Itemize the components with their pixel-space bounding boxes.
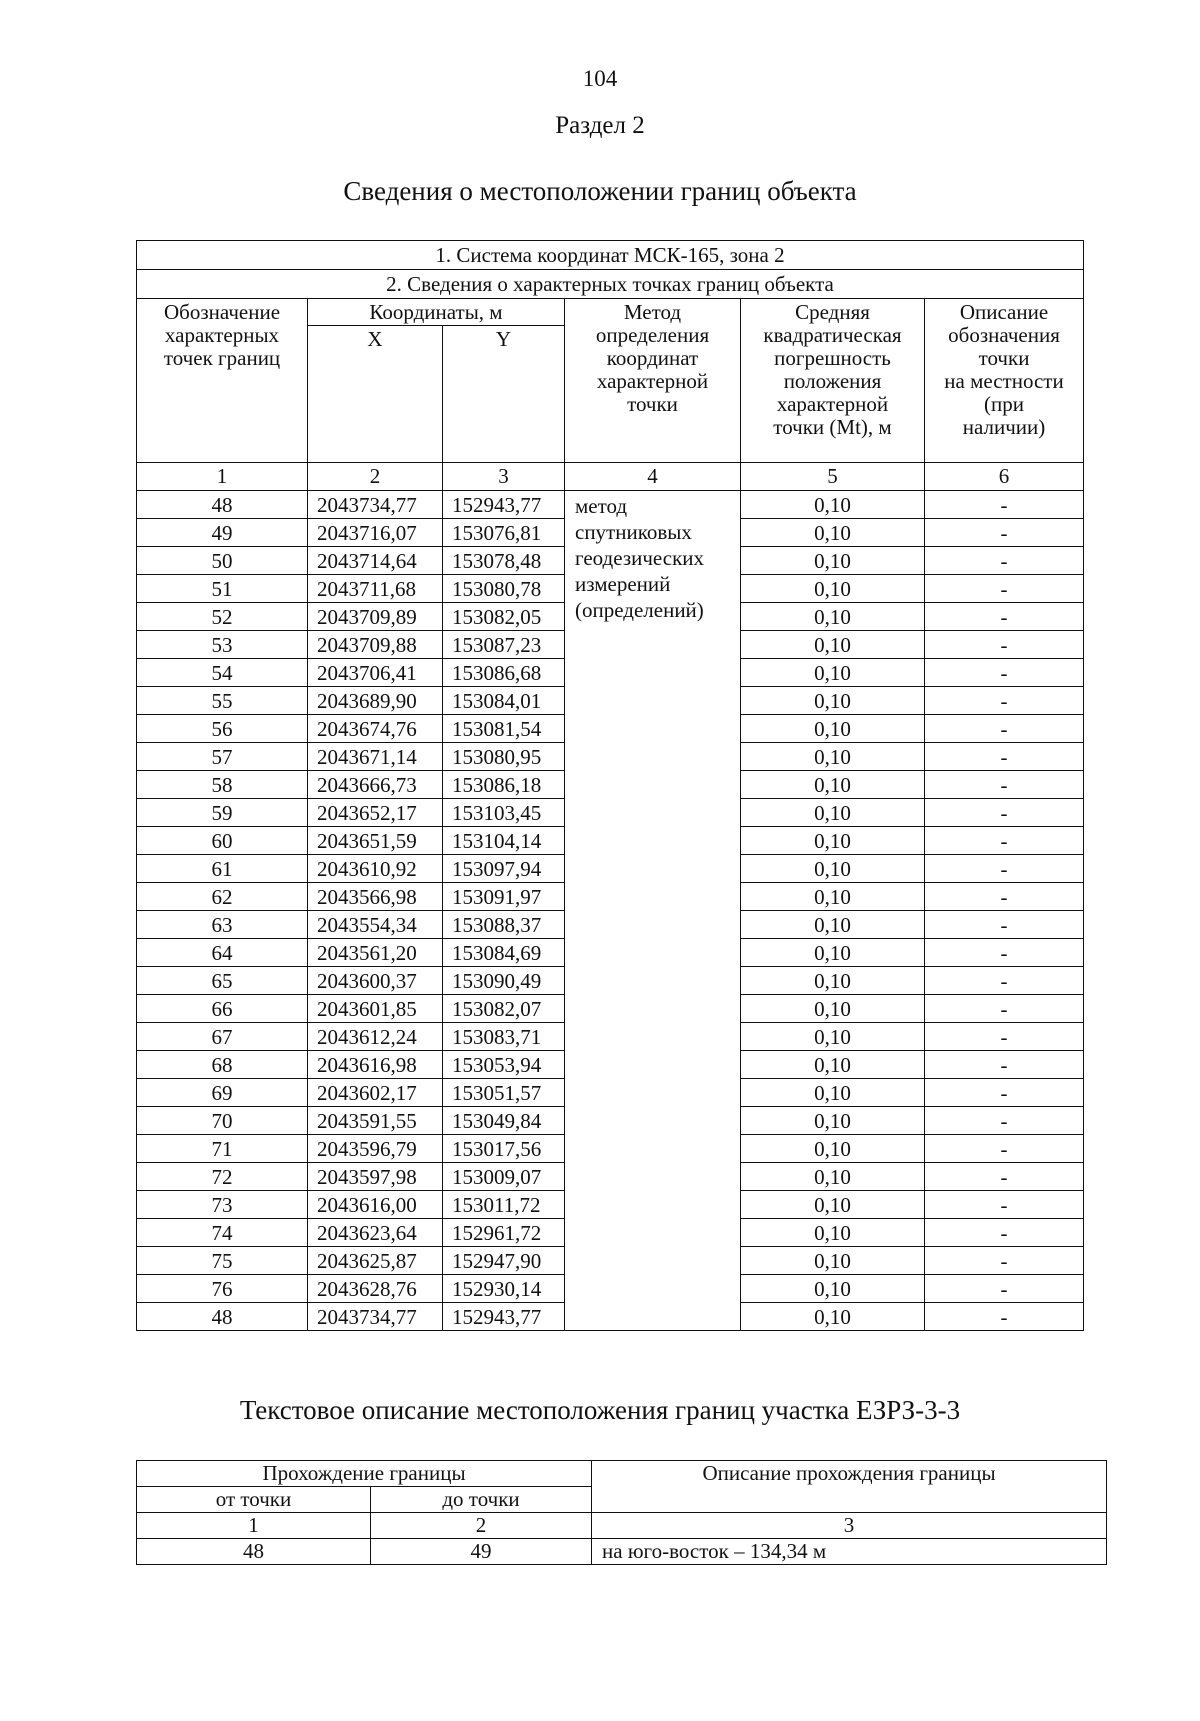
mean-square-error: 0,10 (741, 1219, 925, 1247)
point-description: - (925, 659, 1084, 687)
point-description: - (925, 1191, 1084, 1219)
header-passage: Прохождение границы (137, 1461, 592, 1487)
coordinate-x: 2043596,79 (308, 1135, 443, 1163)
coordinate-x: 2043554,34 (308, 911, 443, 939)
from-point: 48 (137, 1539, 371, 1565)
point-description: - (925, 855, 1084, 883)
points-info-row: 2. Сведения о характерных точках границ объекта (137, 270, 1084, 299)
point-description: - (925, 575, 1084, 603)
coordinate-x: 2043706,41 (308, 659, 443, 687)
mean-square-error: 0,10 (741, 1275, 925, 1303)
mean-square-error: 0,10 (741, 659, 925, 687)
coordinate-y: 153097,94 (443, 855, 565, 883)
point-description: - (925, 799, 1084, 827)
column-number: 6 (925, 463, 1084, 491)
mean-square-error: 0,10 (741, 771, 925, 799)
point-description: - (925, 687, 1084, 715)
coordinate-x: 2043566,98 (308, 883, 443, 911)
coordinate-y: 153091,97 (443, 883, 565, 911)
coordinate-x: 2043689,90 (308, 687, 443, 715)
point-number: 50 (137, 547, 308, 575)
boundary-description-table (136, 1460, 1107, 1565)
point-description: - (925, 1107, 1084, 1135)
mean-square-error: 0,10 (741, 547, 925, 575)
column-numbers-row (137, 463, 1084, 491)
point-number: 70 (137, 1107, 308, 1135)
point-number: 57 (137, 743, 308, 771)
coordinate-y: 153078,48 (443, 547, 565, 575)
header-x: X (308, 326, 443, 463)
mean-square-error: 0,10 (741, 855, 925, 883)
coordinate-x: 2043709,89 (308, 603, 443, 631)
coordinate-y: 152943,77 (443, 491, 565, 519)
column-number: 5 (741, 463, 925, 491)
coordinate-y: 153009,07 (443, 1163, 565, 1191)
coordinate-x: 2043616,00 (308, 1191, 443, 1219)
column-number: 4 (565, 463, 741, 491)
page-number: 104 (582, 66, 618, 91)
coordinate-y: 152930,14 (443, 1275, 565, 1303)
coordinate-x: 2043625,87 (308, 1247, 443, 1275)
coordinate-y: 153017,56 (443, 1135, 565, 1163)
mean-square-error: 0,10 (741, 1135, 925, 1163)
coordinate-y: 153088,37 (443, 911, 565, 939)
point-description: - (925, 1219, 1084, 1247)
point-description: - (925, 1051, 1084, 1079)
point-number: 56 (137, 715, 308, 743)
text-description-title: Текстовое описание местоположения границ участка ЕЗРЗ-3-3 (239, 1395, 961, 1425)
mean-square-error: 0,10 (741, 995, 925, 1023)
coordinate-x: 2043601,85 (308, 995, 443, 1023)
table-row (137, 1539, 1107, 1565)
point-description: - (925, 631, 1084, 659)
point-number: 54 (137, 659, 308, 687)
document-title: Сведения о местоположении границ объекта (343, 176, 857, 206)
header-coordinates: Координаты, м (308, 299, 565, 326)
header-from-point: от точки (137, 1487, 371, 1513)
point-number: 75 (137, 1247, 308, 1275)
boundary-points-table (136, 240, 1084, 1331)
column-number: 3 (443, 463, 565, 491)
mean-square-error: 0,10 (741, 1163, 925, 1191)
point-number: 58 (137, 771, 308, 799)
coordinate-x: 2043612,24 (308, 1023, 443, 1051)
coordinate-y: 152961,72 (443, 1219, 565, 1247)
mean-square-error: 0,10 (741, 1023, 925, 1051)
mean-square-error: 0,10 (741, 1191, 925, 1219)
column-number: 1 (137, 1513, 371, 1539)
point-description: - (925, 603, 1084, 631)
table-row (137, 491, 1084, 519)
coordinate-x: 2043561,20 (308, 939, 443, 967)
coordinate-x: 2043674,76 (308, 715, 443, 743)
point-number: 74 (137, 1219, 308, 1247)
point-number: 67 (137, 1023, 308, 1051)
coordinate-y: 153103,45 (443, 799, 565, 827)
mean-square-error: 0,10 (741, 743, 925, 771)
point-description: - (925, 1163, 1084, 1191)
mean-square-error: 0,10 (741, 575, 925, 603)
coordinate-y: 153049,84 (443, 1107, 565, 1135)
header-method: Метод определения координат характерной точки (565, 299, 741, 463)
coordinate-y: 153090,49 (443, 967, 565, 995)
coordinate-x: 2043651,59 (308, 827, 443, 855)
point-number: 53 (137, 631, 308, 659)
header-to-point: до точки (371, 1487, 592, 1513)
coordinate-y: 153082,05 (443, 603, 565, 631)
point-number: 61 (137, 855, 308, 883)
coordinate-y: 153053,94 (443, 1051, 565, 1079)
point-number: 60 (137, 827, 308, 855)
coordinate-y: 153051,57 (443, 1079, 565, 1107)
coordinate-y: 153080,95 (443, 743, 565, 771)
coordinate-y: 153080,78 (443, 575, 565, 603)
coordinate-x: 2043709,88 (308, 631, 443, 659)
mean-square-error: 0,10 (741, 1079, 925, 1107)
coordinate-x: 2043652,17 (308, 799, 443, 827)
coordinate-x: 2043734,77 (308, 491, 443, 519)
coordinate-y: 153084,01 (443, 687, 565, 715)
point-description: - (925, 715, 1084, 743)
header-error: Средняя квадратическая погрешность положения характерной точки (Mt), м (741, 299, 925, 463)
point-description: - (925, 519, 1084, 547)
point-description: - (925, 1023, 1084, 1051)
mean-square-error: 0,10 (741, 1247, 925, 1275)
coordinate-y: 153086,68 (443, 659, 565, 687)
mean-square-error: 0,10 (741, 1303, 925, 1331)
point-description: - (925, 967, 1084, 995)
coordinate-system-row: 1. Система координат МСК-165, зона 2 (137, 241, 1084, 270)
coordinate-x: 2043714,64 (308, 547, 443, 575)
coordinate-x: 2043600,37 (308, 967, 443, 995)
coordinate-y: 153082,07 (443, 995, 565, 1023)
point-description: - (925, 883, 1084, 911)
coordinate-x: 2043628,76 (308, 1275, 443, 1303)
coordinate-x: 2043597,98 (308, 1163, 443, 1191)
point-description: - (925, 939, 1084, 967)
mean-square-error: 0,10 (741, 603, 925, 631)
point-number: 49 (137, 519, 308, 547)
column-number: 2 (371, 1513, 592, 1539)
point-description: - (925, 1135, 1084, 1163)
coordinate-y: 153081,54 (443, 715, 565, 743)
point-description: - (925, 1275, 1084, 1303)
mean-square-error: 0,10 (741, 939, 925, 967)
coordinate-x: 2043711,68 (308, 575, 443, 603)
coordinate-x: 2043734,77 (308, 1303, 443, 1331)
mean-square-error: 0,10 (741, 799, 925, 827)
point-number: 68 (137, 1051, 308, 1079)
header-description: Описание обозначения точки на местности (при наличии) (925, 299, 1084, 463)
coordinate-x: 2043602,17 (308, 1079, 443, 1107)
passage-description: на юго-восток – 134,34 м (592, 1539, 1107, 1565)
mean-square-error: 0,10 (741, 687, 925, 715)
coordinate-y: 153011,72 (443, 1191, 565, 1219)
column-number: 3 (592, 1513, 1107, 1539)
coordinate-y: 153083,71 (443, 1023, 565, 1051)
mean-square-error: 0,10 (741, 827, 925, 855)
point-number: 65 (137, 967, 308, 995)
coordinate-x: 2043610,92 (308, 855, 443, 883)
point-description: - (925, 547, 1084, 575)
mean-square-error: 0,10 (741, 911, 925, 939)
coordinate-y: 153084,69 (443, 939, 565, 967)
method-cell: метод спутниковых геодезических измерений (определений) (565, 491, 741, 1331)
point-number: 71 (137, 1135, 308, 1163)
mean-square-error: 0,10 (741, 967, 925, 995)
desc-column-numbers-row (137, 1513, 1107, 1539)
section-title: Раздел 2 (555, 112, 645, 139)
point-number: 51 (137, 575, 308, 603)
mean-square-error: 0,10 (741, 715, 925, 743)
point-description: - (925, 491, 1084, 519)
coordinate-x: 2043623,64 (308, 1219, 443, 1247)
point-number: 73 (137, 1191, 308, 1219)
coordinate-y: 153086,18 (443, 771, 565, 799)
point-number: 72 (137, 1163, 308, 1191)
to-point: 49 (371, 1539, 592, 1565)
point-description: - (925, 827, 1084, 855)
point-description: - (925, 771, 1084, 799)
coordinate-x: 2043666,73 (308, 771, 443, 799)
coordinate-y: 152947,90 (443, 1247, 565, 1275)
point-number: 48 (137, 491, 308, 519)
coordinate-x: 2043591,55 (308, 1107, 443, 1135)
point-number: 64 (137, 939, 308, 967)
coordinate-y: 152943,77 (443, 1303, 565, 1331)
coordinate-y: 153076,81 (443, 519, 565, 547)
mean-square-error: 0,10 (741, 491, 925, 519)
mean-square-error: 0,10 (741, 519, 925, 547)
point-number: 76 (137, 1275, 308, 1303)
point-number: 63 (137, 911, 308, 939)
desc-body (137, 1539, 1107, 1565)
point-number: 59 (137, 799, 308, 827)
point-description: - (925, 995, 1084, 1023)
coordinate-x: 2043716,07 (308, 519, 443, 547)
points-body (137, 491, 1084, 1331)
point-number: 66 (137, 995, 308, 1023)
point-description: - (925, 911, 1084, 939)
point-description: - (925, 1247, 1084, 1275)
column-number: 1 (137, 463, 308, 491)
column-number: 2 (308, 463, 443, 491)
mean-square-error: 0,10 (741, 1107, 925, 1135)
point-number: 62 (137, 883, 308, 911)
mean-square-error: 0,10 (741, 631, 925, 659)
header-designation: Обозначение характерных точек границ (137, 299, 308, 463)
point-description: - (925, 743, 1084, 771)
point-number: 48 (137, 1303, 308, 1331)
coordinate-x: 2043671,14 (308, 743, 443, 771)
coordinate-y: 153087,23 (443, 631, 565, 659)
coordinate-y: 153104,14 (443, 827, 565, 855)
point-description: - (925, 1079, 1084, 1107)
mean-square-error: 0,10 (741, 1051, 925, 1079)
header-passage-description: Описание прохождения границы (592, 1461, 1107, 1513)
mean-square-error: 0,10 (741, 883, 925, 911)
point-number: 52 (137, 603, 308, 631)
point-number: 69 (137, 1079, 308, 1107)
coordinate-x: 2043616,98 (308, 1051, 443, 1079)
header-y: Y (443, 326, 565, 463)
point-number: 55 (137, 687, 308, 715)
point-description: - (925, 1303, 1084, 1331)
